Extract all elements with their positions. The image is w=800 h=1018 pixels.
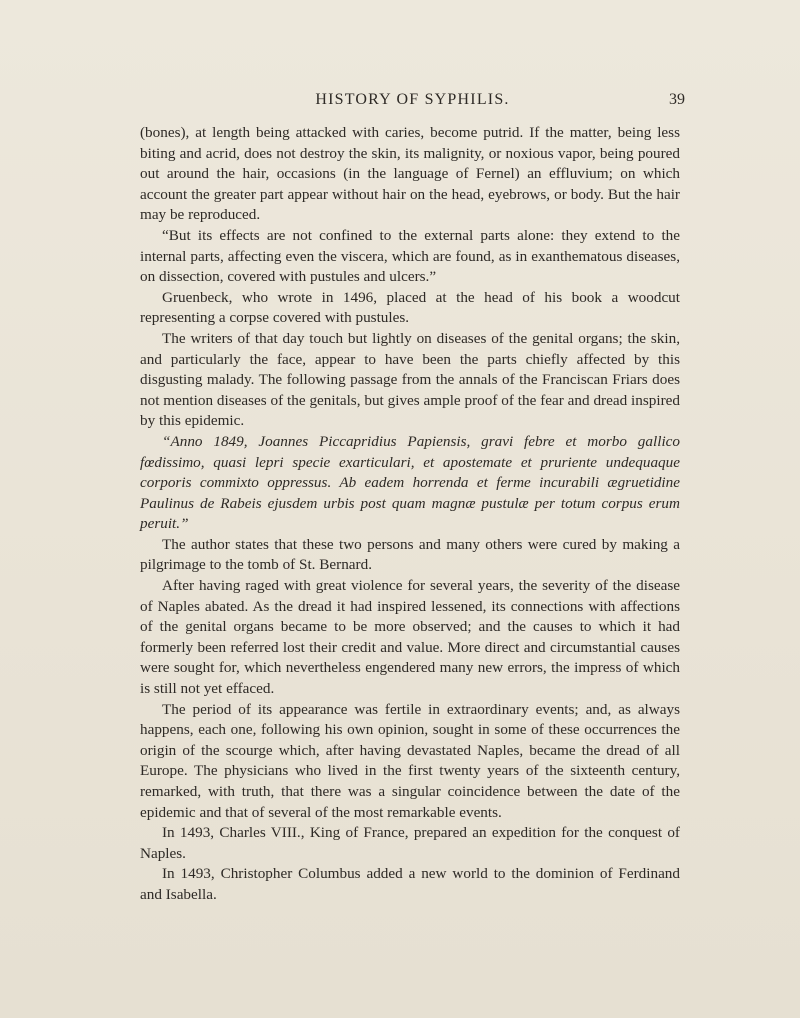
paragraph-quotation: “But its effects are not confined to the external parts alone: they extend to the internal parts, affecting even the viscera, which are found, as in exanthematous diseases, on dissection, covered with pustules and ulcers.” <box>140 226 680 286</box>
page-number: 39 <box>669 91 685 108</box>
paragraph-latin-quotation: “Anno 1849, Joannes Piccapridius Papiensis, gravi febre et morbo gallico fœdissimo, quasi lepri specie exarticulari, et apostemate et pruriente undequaque corporis commixto oppressus. Ab eadem horrenda et ferme incurabili ægruetidine Paulinus de Rabeis ejusdem urbis post quam magnæ pustulæ per totum corpus erum peruit.” <box>140 432 680 533</box>
running-head <box>140 88 685 112</box>
paragraph-continued: (bones), at length being attacked with caries, become putrid. If the matter, being less biting and acrid, does not destroy the skin, its malignity, or noxious vapor, being poured out around the hair, occasions (in the language of Fernel) an effluvium; on which account the greater part appear without hair on the head, eyebrows, or body. But the hair may be reproduced. <box>140 124 680 224</box>
paragraph-columbus: In 1493, Christopher Columbus added a new world to the dominion of Ferdinand and Isabella. <box>140 865 680 903</box>
body-text <box>140 123 680 906</box>
paragraph-period: The period of its appearance was fertile in extraordinary events; and, as always happens, each one, following his own opinion, sought in some of these occurrences the origin of the scourge which, after having devastated Naples, became the dread of all Europe. The physicians who lived in the first twenty years of the sixteenth century, remarked, with truth, that there was a singular coincidence between the date of the epidemic and that of several of the most remarkable events. <box>140 700 680 821</box>
paragraph-disease-abated: After having raged with great violence for several years, the severity of the disease of Naples abated. As the dread it had inspired lessened, its connections with affections of the genital organs became to be more observed; and the causes to which it had formerly been referred lost their credit and value. More direct and circumstantial causes were sought for, which nevertheless engendered many new errors, the impress of which is still not yet effaced. <box>140 577 680 698</box>
paragraph-writers: The writers of that day touch but lightly on diseases of the genital organs; the skin, and particularly the face, appear to have been the parts chiefly affected by this disgusting malady. The following passage from the annals of the Franciscan Friars does not mention diseases of the genitals, but gives ample proof of the fear and dread inspired by this epidemic. <box>140 329 680 430</box>
paragraph-charles-viii: In 1493, Charles VIII., King of France, prepared an expedition for the conquest of Naples. <box>140 824 680 862</box>
paragraph-pilgrimage: The author states that these two persons and many others were cured by making a pilgrimage to the tomb of St. Bernard. <box>140 535 680 574</box>
paragraph-gruenbeck: Gruenbeck, who wrote in 1496, placed at the head of his book a woodcut representing a corpse covered with pustules. <box>140 288 680 327</box>
running-title: HISTORY OF SYPHILIS. <box>315 91 510 108</box>
